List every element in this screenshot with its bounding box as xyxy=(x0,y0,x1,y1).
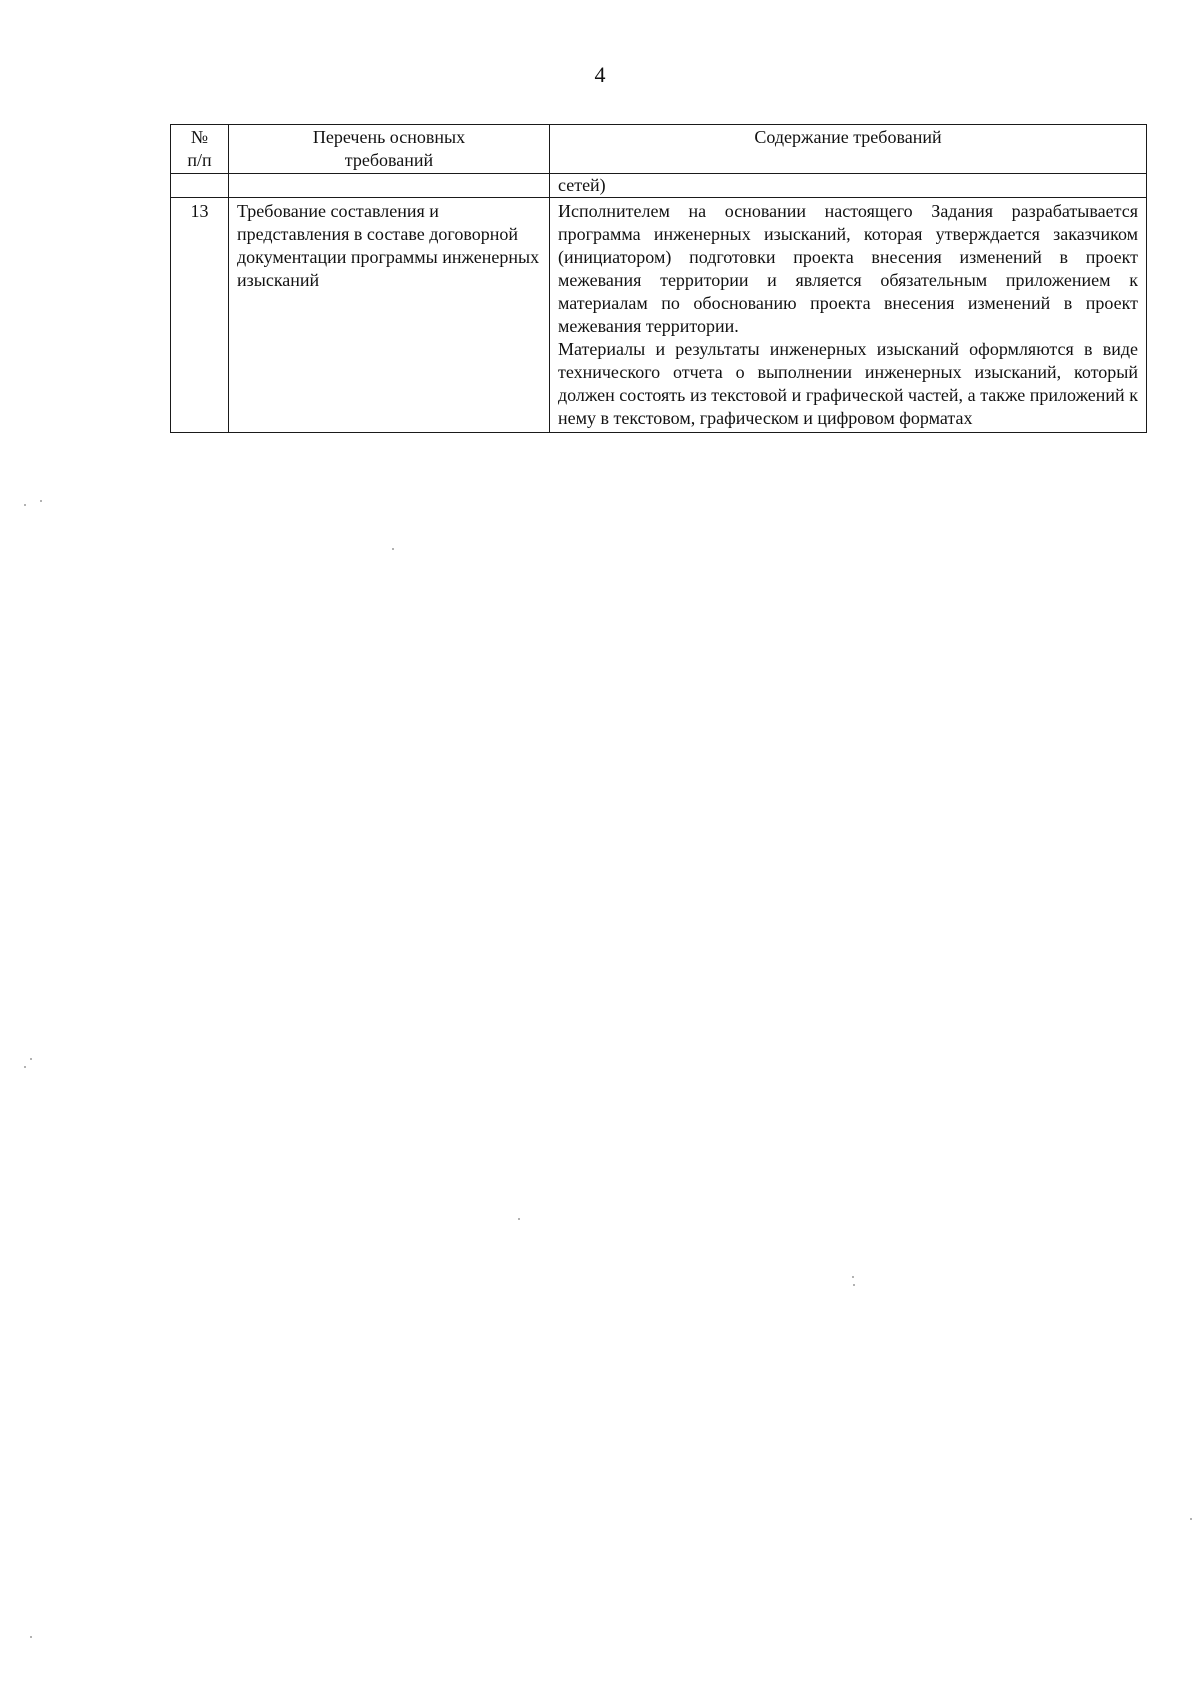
scan-speck xyxy=(518,1218,520,1220)
scan-speck xyxy=(24,504,26,506)
scan-speck xyxy=(30,1636,32,1638)
requirements-table xyxy=(170,124,1147,433)
scan-speck xyxy=(40,500,42,502)
scan-speck xyxy=(24,1066,26,1068)
continuation-content-text: сетей) xyxy=(558,175,606,195)
continuation-content-cell xyxy=(550,174,1147,198)
header-requirements xyxy=(229,125,550,174)
continuation-requirement-cell xyxy=(229,174,550,198)
table-header-row xyxy=(171,125,1147,174)
header-number-line1: № xyxy=(190,127,209,147)
header-number xyxy=(171,125,229,174)
header-content: Содержание требований xyxy=(550,125,1147,174)
page-number: 4 xyxy=(594,62,606,87)
header-number-line2: п/п xyxy=(187,150,212,170)
content-paragraph: Исполнителем на основании настоящего Задания разрабатывается программа инженерных изысканий, которая утверждается заказчиком (инициатором) подготовки проекта внесения изменений в проект межевания территории и является обязательным приложением к материалам по обоснованию проекта внесения изменений в проект межевания территории. xyxy=(558,201,1138,336)
scan-speck xyxy=(392,548,394,550)
scan-speck xyxy=(30,1058,32,1060)
scan-speck xyxy=(1190,1518,1192,1520)
scan-speck xyxy=(853,1284,855,1286)
table-row-continuation xyxy=(171,174,1147,198)
row-requirement-cell: Требование составления и представления в составе договорной документации программы инженерных изысканий xyxy=(229,198,550,433)
header-requirements-line2: требований xyxy=(344,150,434,170)
table-row xyxy=(171,198,1147,433)
content-paragraph: Материалы и результаты инженерных изысканий оформляются в виде технического отчета о выполнении инженерных изысканий, который должен состоять из текстовой и графической частей, а также приложений к нему в текстовом, графическом и цифровом форматах xyxy=(558,339,1138,428)
header-requirements-line1: Перечень основных xyxy=(312,127,466,147)
row-content-cell xyxy=(550,198,1147,433)
continuation-number-cell xyxy=(171,174,229,198)
row-number-cell: 13 xyxy=(171,198,229,433)
scan-speck xyxy=(852,1276,854,1278)
